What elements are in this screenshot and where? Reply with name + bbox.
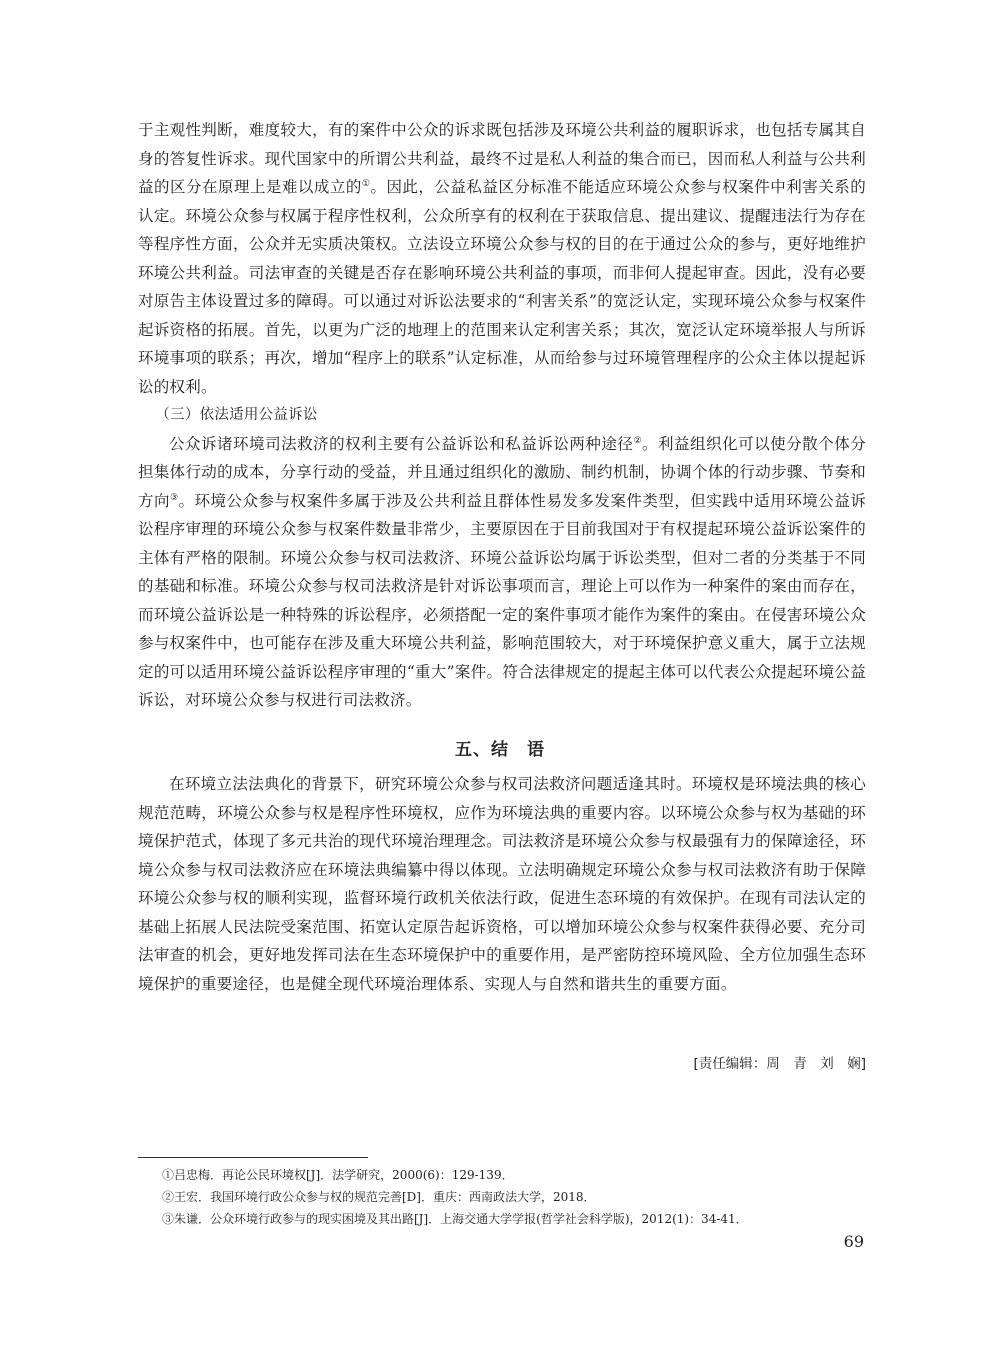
page-number: 69 (843, 1232, 864, 1251)
footnote-ref-2[interactable]: ② (633, 435, 643, 446)
section-title: 五、结 语 (455, 740, 545, 760)
paragraph-public-interest (138, 430, 866, 715)
paragraph-conclusion: 在环境立法法典化的背景下，研究环境公众参与权司法救济问题适逢其时。环境权是环境法典的核心规范范畴，环境公众参与权是程序性环境权，应作为环境法典的重要内容。以环境公众参与权为基础的环境保护范式，体现了多元共治的现代环境治理理念。司法救济是环境公众参与权最强有力的保障途径，环境公众参与权司法救济应在环境法典编纂中得以体现。立法明确规定环境公众参与权司法救济有助于保障环境公众参与权的顺利实现，监督环境行政机关依法行政，促进生态环境的有效保护。在现有司法认定的基础上拓展人民法院受案范围、拓宽认定原告起诉资格，可以增加环境公众参与权案件获得必要、充分司法审查的机会，更好地发挥司法在生态环境保护中的重要作用，是严密防控环境风险、全方位加强生态环境保护的重要途径，也是健全现代环境治理体系、实现人与自然和谐共生的重要方面。 (138, 775, 866, 993)
footnote-1: ①吕忠梅．再论公民环境权[J]．法学研究，2000(6)：129-139． (162, 1168, 514, 1182)
subheading: （三）依法适用公益诉讼 (155, 407, 318, 423)
body-text-upper (138, 116, 866, 715)
responsible-editor: [责任编辑：周 青 刘 娴] (693, 1056, 866, 1072)
footnote-divider (138, 1157, 368, 1158)
footnote-3: ③朱谦．公众环境行政参与的现实困境及其出路[J]．上海交通大学学报(哲学社会科学版)，2012(1)：34-41． (162, 1212, 748, 1226)
paragraph-text: 。利益组织化可以使分散个体分担集体行动的成本，分享行动的受益，并且通过组织化的激励、制约机制，协调个体的行动步骤、节奏和方向 (138, 434, 866, 510)
footnotes (162, 1164, 862, 1230)
paragraph-text: 公众诉诸环境司法救济的权利主要有公益诉讼和私益诉讼两种途径 (169, 434, 634, 453)
body-text-conclusion (138, 770, 866, 998)
paragraph-text: 于主观性判断，难度较大，有的案件中公众的诉求既包括涉及环境公共利益的履职诉求，也包括专属其自身的答复性诉求。现代国家中的所谓公共利益，最终不过是私人利益的集合而已，因而私人利益与公共利益的区分在原理上是难以成立的 (138, 121, 866, 196)
footnote-ref-1[interactable]: ① (361, 178, 371, 189)
paragraph-text-cont: 。因此，公益私益区分标准不能适应环境公众参与权案件中利害关系的认定。环境公众参与权属于程序性权利，公众所享有的权利在于获取信息、提出建议、提醒违法行为存在等程序性方面，公众并无实质决策权。立法设立环境公众参与权的目的在于通过公众的参与，更好地维护环境公共利益。司法审查的关键是否存在影响环境公共利益的事项，而非何人提起审查。因此，没有必要对原告主体设置过多的障碍。可以通过对诉讼法要求的“利害关系”的宽泛认定，实现环境公众参与权案件起诉资格的拓展。首先，以更为广泛的地理上的范围来认定利害关系；其次，宽泛认定环境举报人与所诉环境事项的联系；再次，增加“程序上的联系”认定标准，从而给参与过环境管理程序的公众主体以提起诉讼的权利。 (138, 178, 866, 396)
paragraph-continuation (138, 116, 866, 401)
footnote-ref-3[interactable]: ③ (169, 492, 179, 503)
footnote-2: ②王宏．我国环境行政公众参与权的规范完善[D]．重庆：西南政法大学，2018． (162, 1190, 596, 1204)
paragraph-text: 。环境公众参与权案件多属于涉及公共利益且群体性易发多发案件类型，但实践中适用环境公益诉讼程序审理的环境公众参与权案件数量非常少，主要原因在于目前我国对于有权提起环境公益诉讼案件的主体有严格的限制。环境公众参与权司法救济、环境公益诉讼均属于诉讼类型，但对二者的分类基于不同的基础和标准。环境公众参与权司法救济是针对诉讼事项而言，理论上可以作为一种案件的案由而存在，而环境公益诉讼是一种特殊的诉讼程序，必须搭配一定的案件事项才能作为案件的案由。在侵害环境公众参与权案件中，也可能存在涉及重大环境公共利益，影响范围较大，对于环境保护意义重大，属于立法规定的可以适用环境公益诉讼程序审理的“重大”案件。符合法律规定的提起主体可以代表公众提起环境公益诉讼，对环境公众参与权进行司法救济。 (138, 491, 866, 709)
